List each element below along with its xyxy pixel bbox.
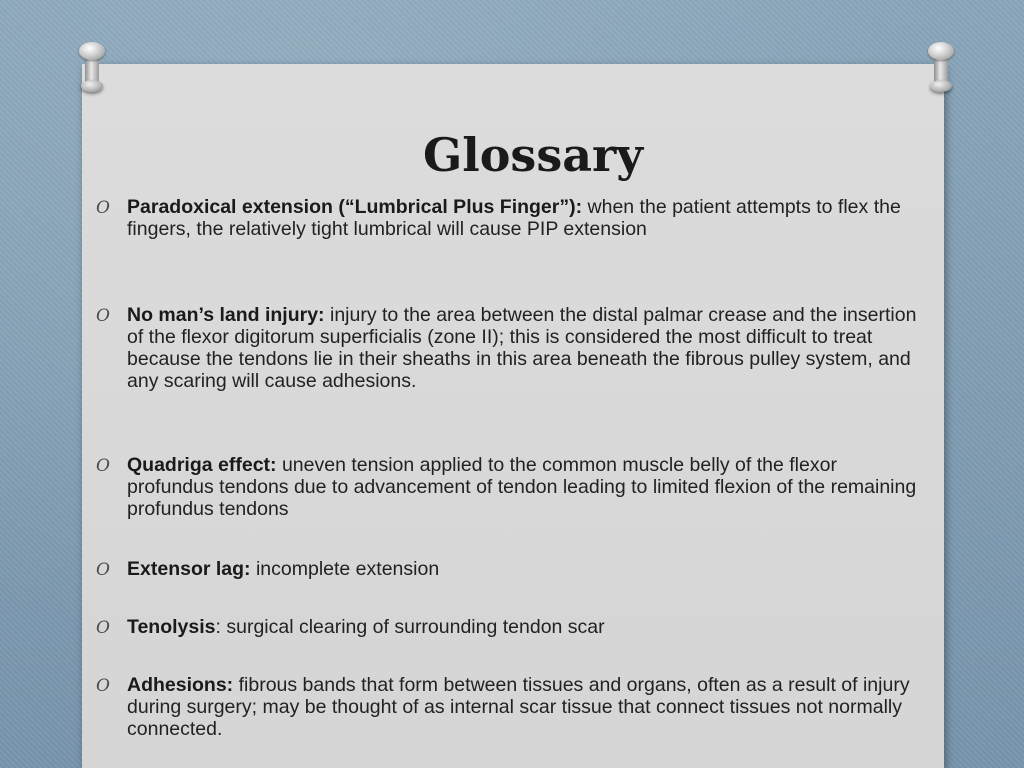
- pushpin-icon: [79, 42, 105, 92]
- bullet-marker-icon: O: [96, 676, 110, 696]
- glossary-term: Extensor lag:: [127, 558, 251, 580]
- bullet-marker-icon: O: [96, 306, 110, 326]
- glossary-term: Tenolysis: [127, 616, 216, 638]
- glossary-definition: when the patient attempts to flex the fingers, the relatively tight lumbrical will cause PIP extension: [127, 196, 901, 240]
- glossary-entry: [127, 196, 927, 240]
- glossary-entry: [127, 454, 927, 520]
- glossary-definition: : surgical clearing of surrounding tendon scar: [215, 616, 605, 638]
- glossary-term: Quadriga effect:: [127, 454, 277, 476]
- glossary-term: Adhesions:: [127, 674, 234, 696]
- pushpin-icon: [928, 42, 954, 92]
- glossary-definition: uneven tension applied to the common muscle belly of the flexor profundus tendons due to advancement of tendon leading to limited flexion of the remaining profundus tendons: [127, 454, 917, 520]
- glossary-entry: [127, 304, 927, 392]
- glossary-entry: [127, 616, 927, 638]
- glossary-entry: [127, 674, 927, 740]
- glossary-definition: injury to the area between the distal palmar crease and the insertion of the flexor digitorum superficialis (zone II); this is considered the most difficult to treat because the tendons lie in their sheaths in this area beneath the fibrous pulley system, and any scaring will cause adhesions.: [127, 304, 917, 392]
- bullet-marker-icon: O: [96, 618, 110, 638]
- bullet-marker-icon: O: [96, 198, 110, 218]
- glossary-entry: [127, 558, 927, 580]
- bullet-marker-icon: O: [96, 560, 110, 580]
- glossary-term: Paradoxical extension (“Lumbrical Plus Finger”):: [127, 196, 583, 218]
- glossary-term: No man’s land injury:: [127, 304, 325, 326]
- glossary-definition: incomplete extension: [250, 558, 440, 580]
- slide-title: Glossary: [422, 128, 643, 182]
- bullet-marker-icon: O: [96, 456, 110, 476]
- glossary-definition: fibrous bands that form between tissues and organs, often as a result of injury during surgery; may be thought of as internal scar tissue that connect tissues not normally connected.: [127, 674, 910, 740]
